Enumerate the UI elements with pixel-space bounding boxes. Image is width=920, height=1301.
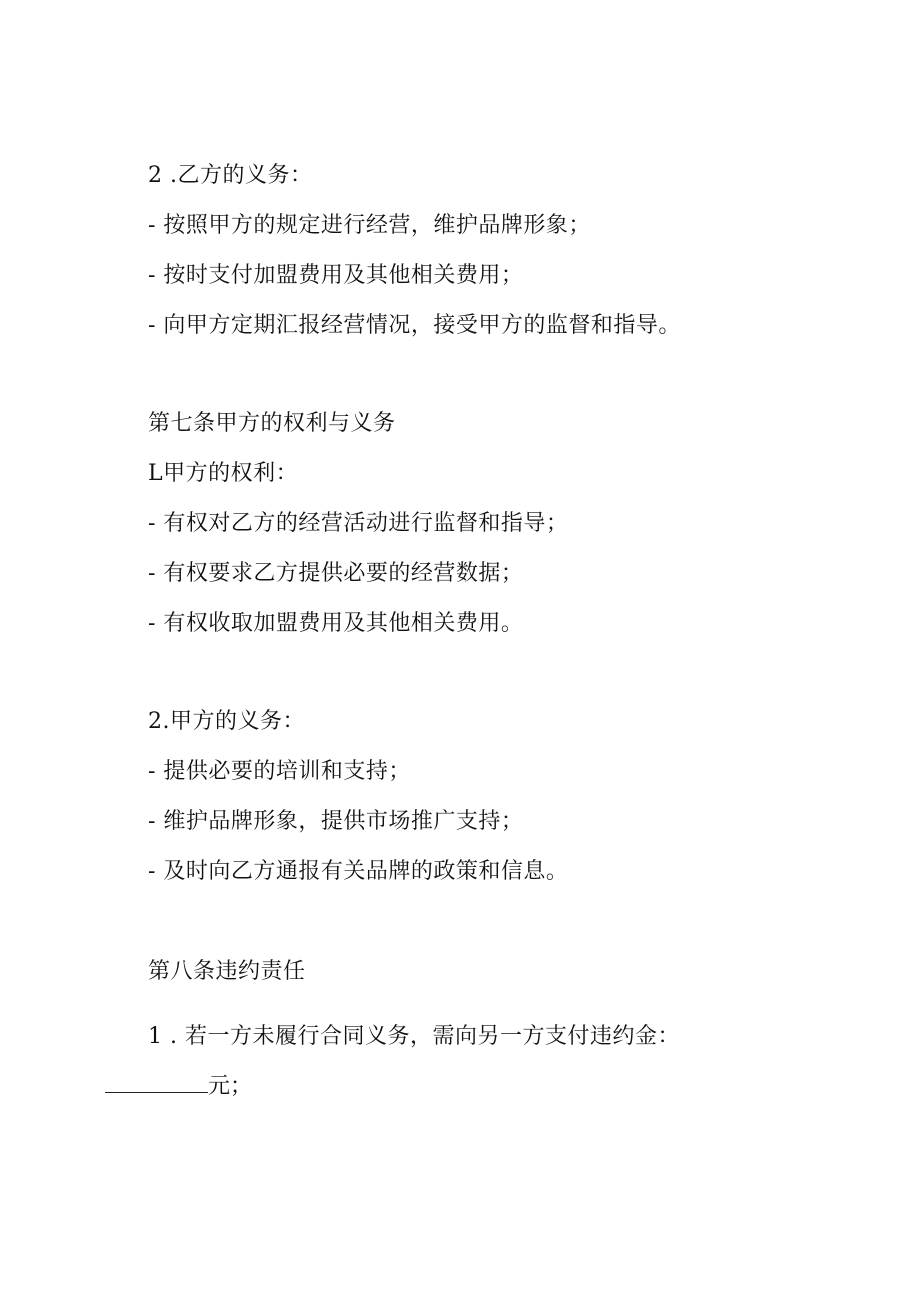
clause-heading-party-a-rights: L甲方的权利： <box>148 461 299 486</box>
penalty-amount-line <box>105 1072 252 1102</box>
article-8-title: 第八条违约责任 <box>148 959 306 984</box>
list-item: - 提供必要的培训和支持； <box>148 759 411 784</box>
list-item: - 有权收取加盟费用及其他相关费用。 <box>148 611 524 636</box>
list-item: - 向甲方定期汇报经营情况，接受甲方的监督和指导。 <box>148 313 681 338</box>
list-item: - 维护品牌形象，提供市场推广支持； <box>148 809 524 834</box>
list-item: - 有权要求乙方提供必要的经营数据； <box>148 561 524 586</box>
clause-heading-party-a-obligations: 2.甲方的义务： <box>148 709 305 734</box>
clause-heading-party-b-obligations: 2 .乙方的义务： <box>148 163 313 188</box>
list-item: - 有权对乙方的经营活动进行监督和指导； <box>148 511 569 536</box>
list-item: - 按时支付加盟费用及其他相关费用； <box>148 263 524 288</box>
article-7-title: 第七条甲方的权利与义务 <box>148 411 396 436</box>
penalty-clause: 1 . 若一方未履行合同义务，需向另一方支付违约金： <box>148 1024 680 1049</box>
penalty-unit: 元； <box>208 1074 253 1099</box>
list-item: - 按照甲方的规定进行经营，维护品牌形象； <box>148 213 591 238</box>
penalty-amount-blank <box>105 1074 208 1093</box>
list-item: - 及时向乙方通报有关品牌的政策和信息。 <box>148 859 569 884</box>
